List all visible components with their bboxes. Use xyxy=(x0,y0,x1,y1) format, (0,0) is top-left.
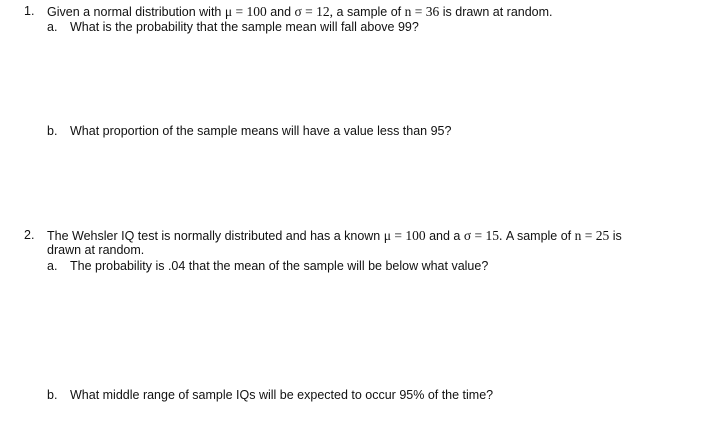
question-1b-text: What proportion of the sample means will have a value less than 95? xyxy=(70,124,452,138)
question-1a-text: What is the probability that the sample mean will fall above 99? xyxy=(70,20,419,34)
question-1-and: and xyxy=(266,5,295,19)
question-2-intro-prefix: The Wehsler IQ test is normally distributed and has a known xyxy=(47,229,384,243)
question-2-mid: A sample of xyxy=(502,229,575,243)
question-2b-label: b. xyxy=(47,388,58,402)
question-2-mu: μ = 100 xyxy=(383,228,426,243)
question-2-number: 2. xyxy=(24,228,35,242)
question-1-mu: μ = 100 xyxy=(224,4,267,19)
question-1-prompt xyxy=(47,4,553,20)
question-1a-label: a. xyxy=(47,20,58,34)
question-1-number: 1. xyxy=(24,4,35,18)
question-2a-text: The probability is .04 that the mean of the sample will be below what value? xyxy=(70,259,489,273)
question-1-suffix: is drawn at random. xyxy=(439,5,553,19)
question-1b-label: b. xyxy=(47,124,58,138)
question-2-prompt-line2: drawn at random. xyxy=(47,243,145,257)
question-2a-label: a. xyxy=(47,259,58,273)
question-1-sigma: σ = 12, xyxy=(294,4,334,19)
question-2-sigma: σ = 15. xyxy=(463,228,503,243)
question-2b-text: What middle range of sample IQs will be expected to occur 95% of the time? xyxy=(70,388,494,402)
question-1-n: n = 36 xyxy=(404,4,440,19)
question-1-mid: a sample of xyxy=(333,5,405,19)
question-2-prompt xyxy=(47,228,622,244)
question-2-n: n = 25 xyxy=(574,228,610,243)
question-2-and: and a xyxy=(425,229,464,243)
question-2-suffix: is xyxy=(609,229,622,243)
question-1-intro-prefix: Given a normal distribution with xyxy=(47,5,225,19)
